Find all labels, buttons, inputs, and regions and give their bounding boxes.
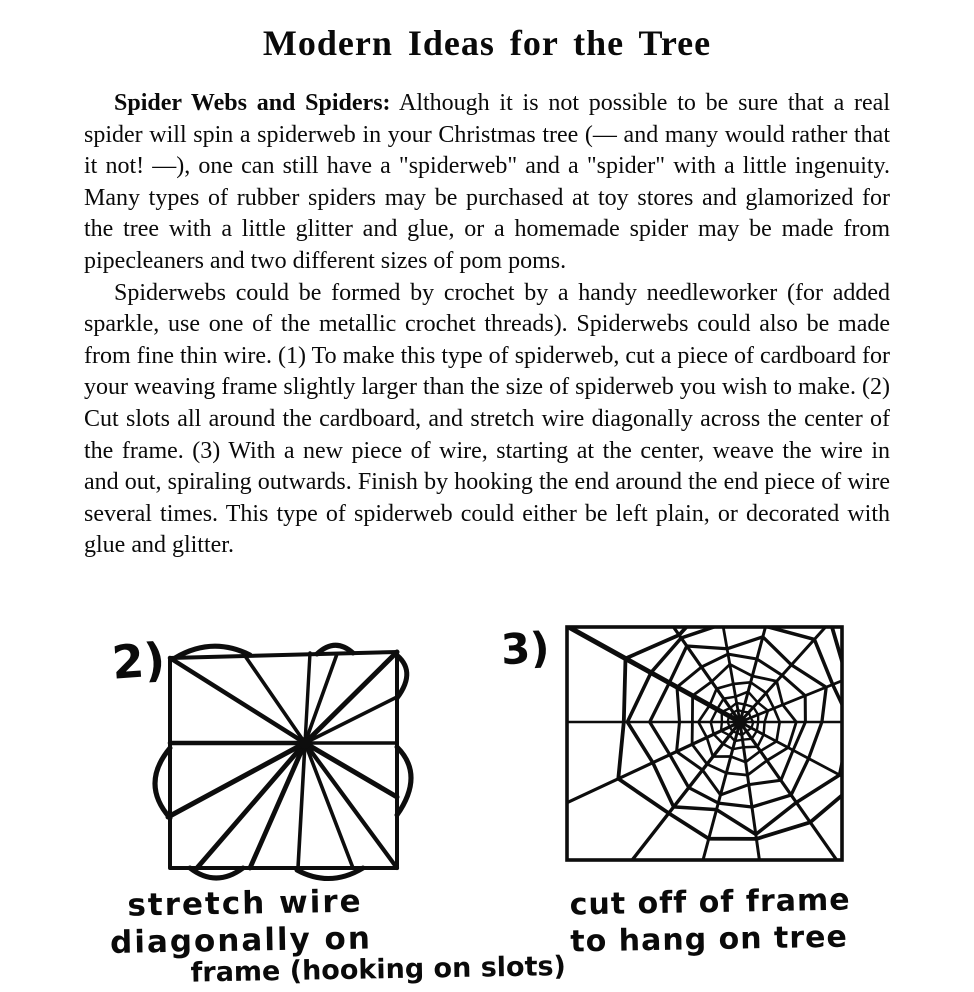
figure-3-caption <box>569 882 851 961</box>
page-title: Modern Ideas for the Tree <box>262 23 712 63</box>
paragraph-lead-in: Spider Webs and Spiders: <box>114 90 391 116</box>
article-body <box>84 88 890 562</box>
caption-line: stretch wire <box>127 883 363 924</box>
figure-3-label: 3) <box>499 622 551 675</box>
frame-sketch-svg <box>100 626 440 896</box>
paragraph-spiderwebs: Spiderwebs could be formed by crochet by a handy needleworker (for added sparkle, use one of the metallic crochet threads). Spiderwebs could also be made from fine thin wire. (1) To make this type of spiderweb, cut a piece of cardboard for your weaving frame slightly larger than the size of spiderweb you wish to make. (2) Cut slots all around the cardboard, and stretch wire diagonally across the center of the frame. (3) With a new piece of wire, starting at the center, weave the wire in and out, spiraling outwards. Finish by hooking the end around the end piece of wire several times. This type of spiderweb could either be left plain, or decorated with glue and glitter. <box>84 279 890 559</box>
caption-line: frame (hooking on slots) <box>190 951 567 989</box>
figure-2-label: 2) <box>110 632 167 690</box>
caption-line: to hang on tree <box>570 919 849 960</box>
spiderweb-sketch-svg <box>556 620 856 870</box>
caption-line: diagonally on <box>109 920 373 961</box>
paragraph-text: Although it is not possible to be sure that a real spider will spin a spiderweb in your Christmas tree (— and many would rather that it not! —), one can still have a "spiderweb" and a "spider" with a little ingenuity. Many types of rubber spiders may be purchased at toy stores and glamorized for the tree with a little glitter and glue, or a homemade spider may be made from pipecleaners and two different sizes of pom poms. <box>84 90 890 274</box>
figure-2-caption <box>109 880 566 992</box>
caption-line: cut off of frame <box>569 882 851 923</box>
paragraph-spiders <box>84 88 890 278</box>
